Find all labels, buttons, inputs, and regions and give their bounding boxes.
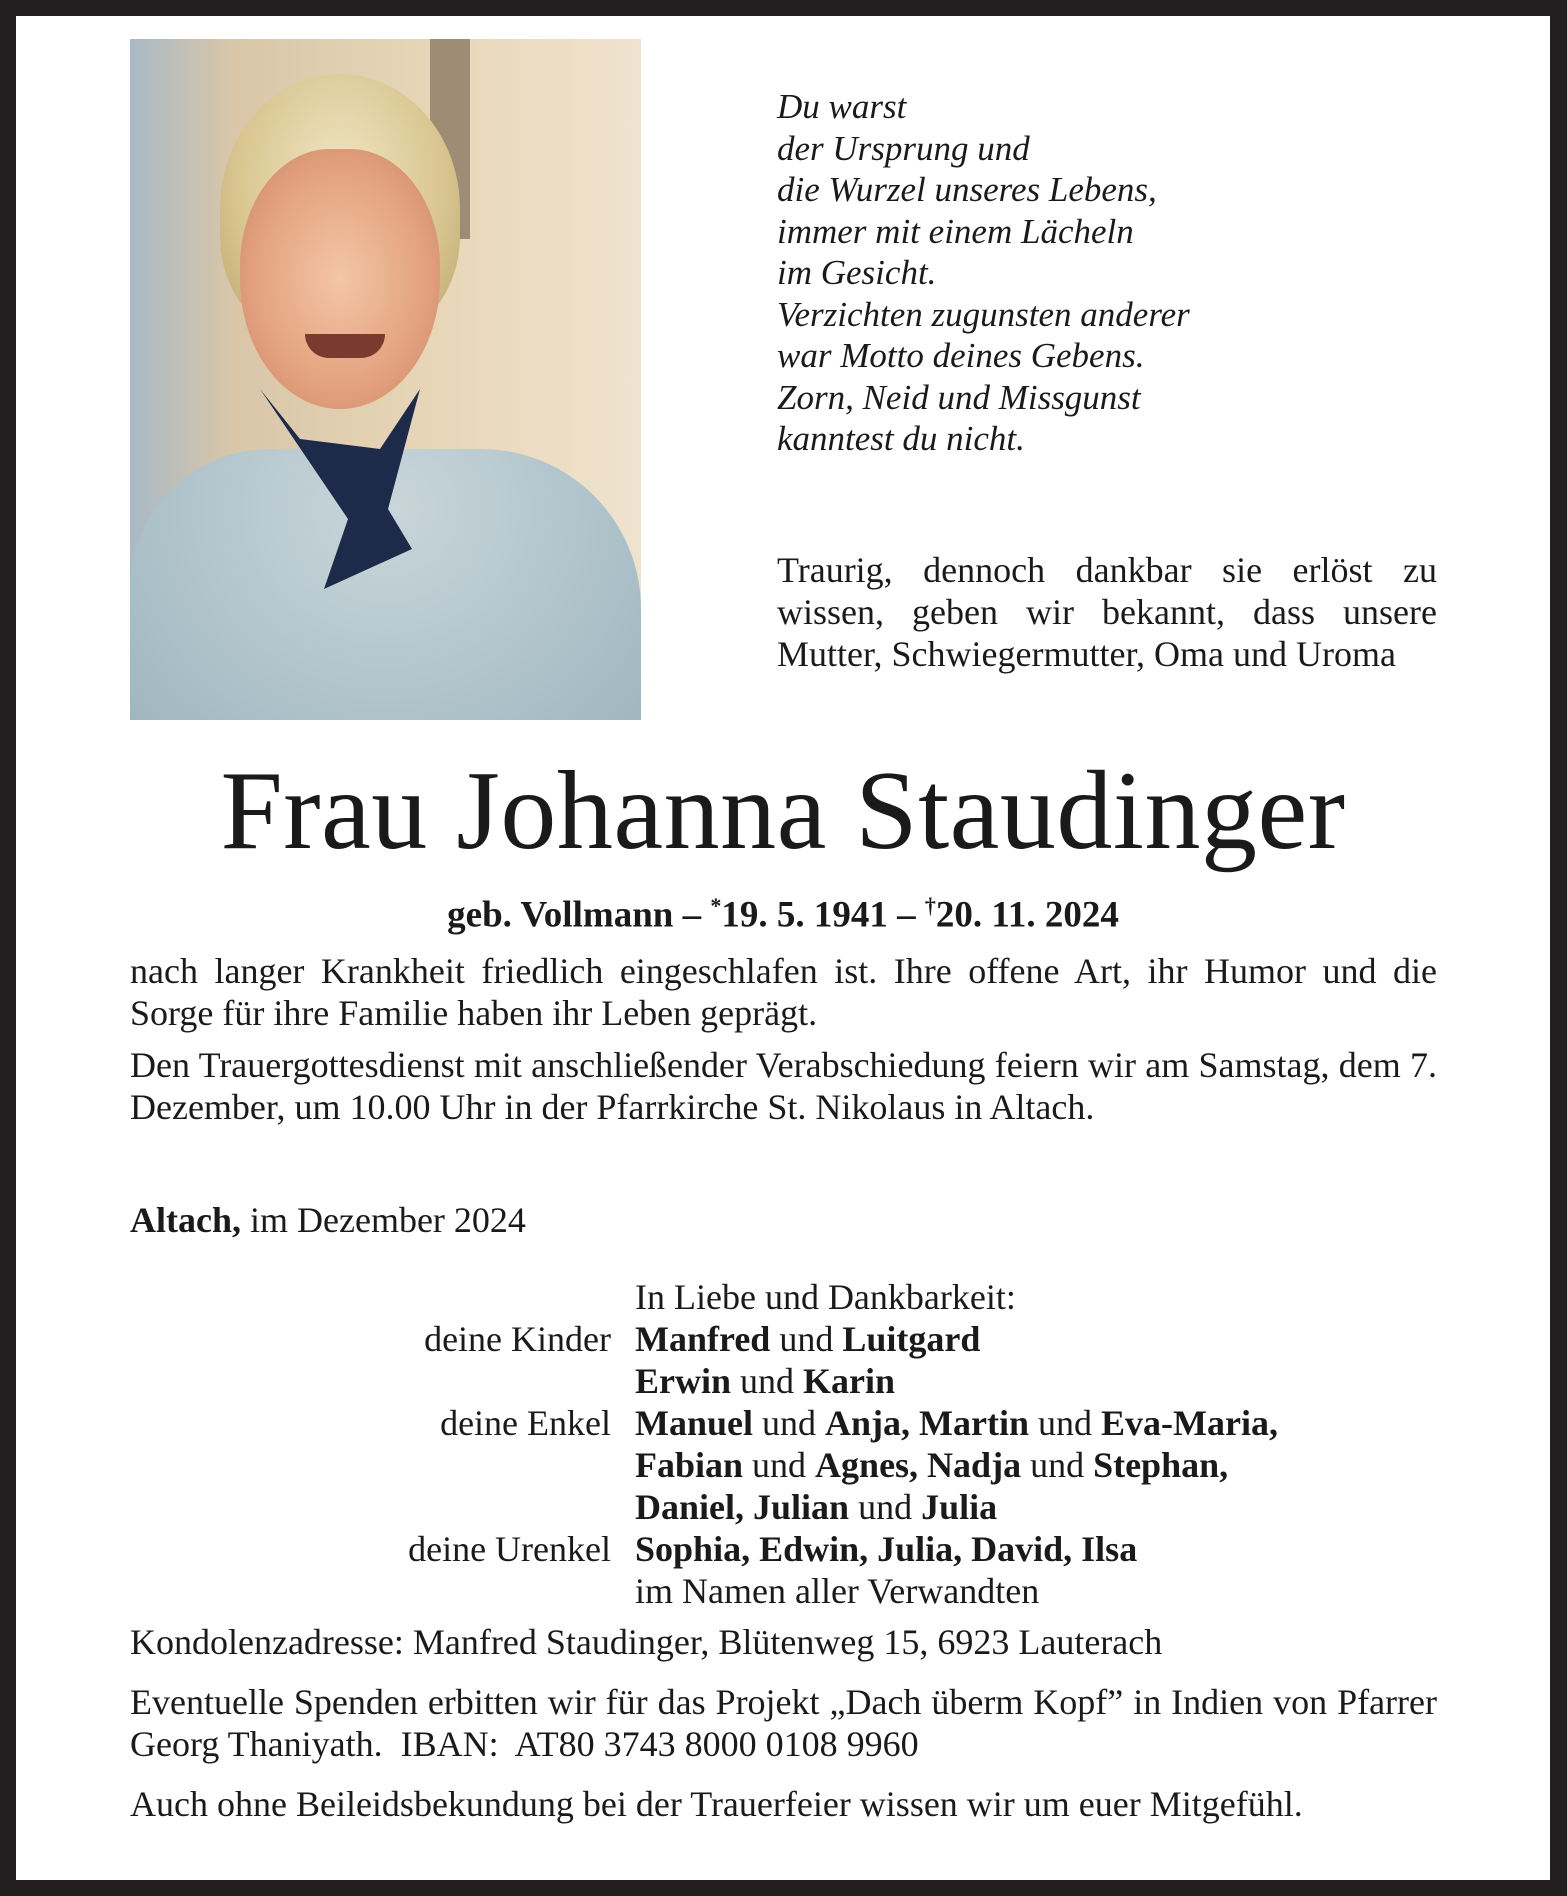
relation-label: deine Enkel: [440, 1403, 611, 1443]
person-name: Anja, Martin: [825, 1403, 1029, 1443]
closing-text: Auch ohne Beileidsbekundung bei der Trauerfeier wissen wir um euer Mitgefühl.: [130, 1784, 1303, 1824]
signature-row: [130, 1528, 1437, 1570]
poem-line: immer mit einem Lächeln: [777, 211, 1134, 251]
relation-label: [130, 1570, 635, 1612]
relation-label: deine Kinder: [424, 1319, 611, 1359]
relation-names: [635, 1276, 1016, 1318]
poem-line: die Wurzel unseres Lebens,: [777, 170, 1157, 209]
person-name: Agnes, Nadja: [815, 1445, 1022, 1485]
signature-row: [130, 1276, 1437, 1318]
signature-row: [130, 1318, 1437, 1360]
person-name: Julia: [921, 1487, 998, 1527]
death-symbol: †: [924, 893, 936, 918]
relation-names: [635, 1570, 1039, 1612]
donation-info: Eventuelle Spenden erbitten wir für das Projekt „Dach überm Kopf” in Indien von Pfarrer Georg Thaniyath. IBAN: AT80 3743 8000 0108 9960: [130, 1682, 1446, 1764]
poem-line: der Ursprung und: [777, 128, 1030, 168]
place-date: [130, 1199, 1437, 1241]
person-name: Stephan,: [1093, 1445, 1229, 1485]
relation-label: [130, 1444, 635, 1486]
poem-line: im Gesicht.: [777, 253, 937, 292]
place-town: Altach,: [130, 1200, 241, 1240]
death-announcement: nach langer Krankheit friedlich eingeschlafen ist. Ihre offene Art, ihr Humor und die Sorge für ihre Familie haben ihr Leben geprägt.: [130, 951, 1437, 1033]
death-date: 20. 11. 2024: [935, 894, 1119, 936]
maiden-name: geb. Vollmann: [447, 894, 674, 936]
signature-row: [130, 1486, 1437, 1528]
place-date-text: im Dezember 2024: [241, 1200, 526, 1240]
person-name: Luitgard: [842, 1319, 981, 1359]
relation-names: [635, 1318, 980, 1360]
life-dates: [16, 893, 1550, 936]
separator: –: [897, 894, 916, 936]
person-name: Erwin: [635, 1361, 732, 1401]
intro-text: Traurig, dennoch dankbar sie erlöst zu wissen, geben wir bekannt, dass unsere Mutter, Schwiegermutter, Oma und Uroma: [777, 550, 1437, 674]
relation-names: [635, 1486, 997, 1528]
funeral-service-info: Den Trauergottesdienst mit anschließender Verabschiedung feiern wir am Samstag, dem 7. Dezember, um 10.00 Uhr in der Pfarrkirche St. Nikolaus in Altach.: [130, 1045, 1437, 1127]
condolence-address: Kondolenzadresse: Manfred Staudinger, Blütenweg 15, 6923 Lauterach: [130, 1622, 1163, 1662]
portrait-photo: [130, 39, 641, 720]
conjunction: und: [1029, 1403, 1101, 1443]
relation-label: [130, 1276, 635, 1318]
signature-row: [130, 1570, 1437, 1612]
separator: –: [682, 894, 702, 936]
conjunction: und: [731, 1361, 804, 1401]
relation-names: [635, 1360, 895, 1402]
person-name: Eva-Maria,: [1101, 1403, 1278, 1443]
relation-label: [130, 1360, 635, 1402]
relation-label: deine Urenkel: [408, 1529, 611, 1569]
conjunction: und: [770, 1319, 843, 1359]
deceased-name: Frau Johanna Staudinger: [220, 749, 1346, 873]
signature-row: [130, 1360, 1437, 1402]
poem-line: kanntest du nicht.: [777, 419, 1025, 458]
relation-names: [635, 1528, 1137, 1570]
poem-line: war Motto deines Gebens.: [777, 336, 1145, 375]
person-name: Karin: [803, 1361, 896, 1401]
relation-label: [130, 1486, 635, 1528]
relation-names: [635, 1444, 1228, 1486]
signature-row: [130, 1444, 1437, 1486]
person-name: Sophia, Edwin, Julia, David, Ilsa: [635, 1529, 1138, 1569]
conjunction: und: [1021, 1445, 1094, 1485]
conjunction: und: [743, 1445, 816, 1485]
conjunction: und: [753, 1403, 826, 1443]
person-name: Fabian: [635, 1445, 744, 1485]
poem-line: Verzichten zugunsten anderer: [777, 294, 1190, 334]
signature-block: [130, 1276, 1437, 1612]
obituary-notice: [16, 16, 1550, 1880]
signature-footer: im Namen aller Verwandten: [635, 1571, 1040, 1611]
conjunction: und: [849, 1487, 922, 1527]
signature-row: [130, 1402, 1437, 1444]
birth-date: 19. 5. 1941: [721, 894, 888, 936]
person-name: Manuel: [635, 1403, 754, 1443]
signature-heading: In Liebe und Dankbarkeit:: [635, 1277, 1016, 1317]
relation-names: [635, 1402, 1278, 1444]
person-name: Daniel, Julian: [635, 1487, 850, 1527]
poem-line: Du warst: [777, 87, 907, 126]
person-name: Manfred: [635, 1319, 771, 1359]
poem: [777, 86, 1190, 460]
birth-symbol: *: [710, 893, 722, 918]
poem-line: Zorn, Neid und Missgunst: [777, 377, 1141, 417]
